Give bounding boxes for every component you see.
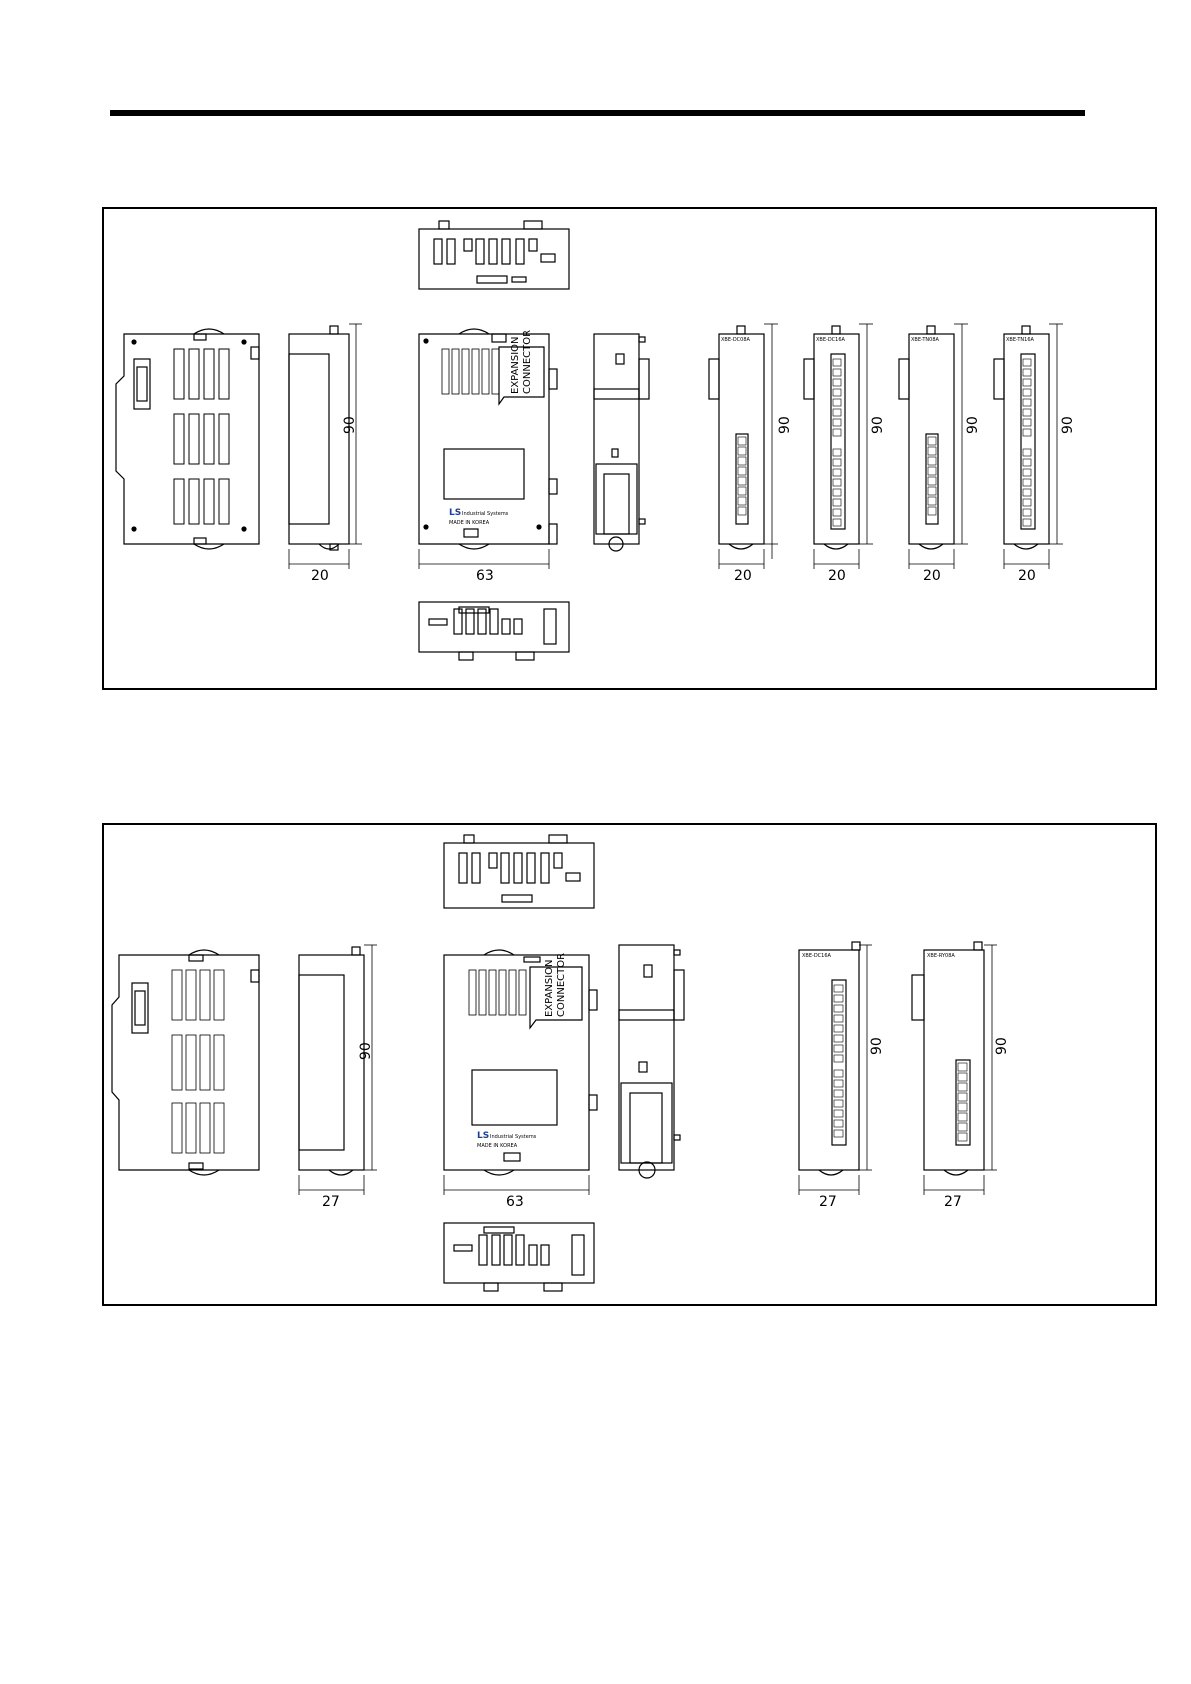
- made-in-label: MADE IN KOREA: [477, 1143, 518, 1149]
- connector-label-line-1: EXPANSION: [510, 336, 521, 394]
- module-width-label: 20: [923, 568, 941, 584]
- back-view: [112, 950, 259, 1175]
- dim-front-width: 63: [476, 568, 494, 584]
- bottom-view: [444, 1223, 594, 1291]
- brand-logo: LS: [449, 508, 462, 518]
- module-dc16a-27: [799, 942, 872, 1195]
- module-width-label: 20: [734, 568, 752, 584]
- end-view: [619, 945, 684, 1178]
- module-model-label: XBE-TN16A: [1006, 337, 1034, 343]
- back-view: [116, 329, 259, 549]
- dim-front-width: 63: [506, 1194, 524, 1210]
- module-width-label: 27: [819, 1194, 837, 1210]
- module-height-label: 90: [869, 1037, 885, 1055]
- connector-label-line-2: CONNECTOR: [522, 329, 533, 394]
- dim-side-height: 90: [358, 1042, 374, 1060]
- module-dc16a: [804, 324, 873, 569]
- module-model-label: XBE-DC16A: [802, 953, 831, 959]
- module-model-label: XBE-RY08A: [927, 953, 955, 959]
- module-height-label: 90: [870, 416, 886, 434]
- front-view: [419, 329, 557, 569]
- end-view: [594, 334, 649, 551]
- module-height-label: 90: [994, 1037, 1010, 1055]
- bottom-view: [419, 602, 569, 660]
- module-width-label: 27: [944, 1194, 962, 1210]
- brand-subtitle: Industrial Systems: [490, 1134, 537, 1140]
- module-height-label: 90: [777, 416, 793, 434]
- module-height-label: 90: [965, 416, 981, 434]
- side-view: [289, 324, 362, 569]
- top-view: [419, 221, 569, 289]
- module-width-label: 20: [828, 568, 846, 584]
- brand-subtitle: Industrial Systems: [462, 511, 509, 517]
- connector-label-line-2: CONNECTOR: [556, 952, 567, 1017]
- side-view: [299, 945, 377, 1195]
- module-ry08a-27: [912, 942, 997, 1195]
- module-tn16a: [994, 324, 1063, 569]
- made-in-label: MADE IN KOREA: [449, 520, 490, 526]
- module-height-label: 90: [1060, 416, 1076, 434]
- dim-side-height: 90: [342, 416, 358, 434]
- brand-logo: LS: [477, 1131, 490, 1141]
- module-model-label: XBE-TN08A: [911, 337, 939, 343]
- dim-side-width: 20: [311, 568, 329, 584]
- drawing-panel-27mm: [102, 823, 1157, 1306]
- module-tn08a: [899, 324, 968, 569]
- drawing-panel-20mm: [102, 207, 1157, 690]
- top-view: [444, 835, 594, 908]
- module-width-label: 20: [1018, 568, 1036, 584]
- module-dc08a: [709, 324, 778, 569]
- module-model-label: XBE-DC08A: [721, 337, 750, 343]
- module-model-label: XBE-DC16A: [816, 337, 845, 343]
- front-view: [444, 950, 597, 1195]
- connector-label-line-1: EXPANSION: [544, 959, 555, 1017]
- header-rule: [110, 110, 1085, 116]
- dim-side-width: 27: [322, 1194, 340, 1210]
